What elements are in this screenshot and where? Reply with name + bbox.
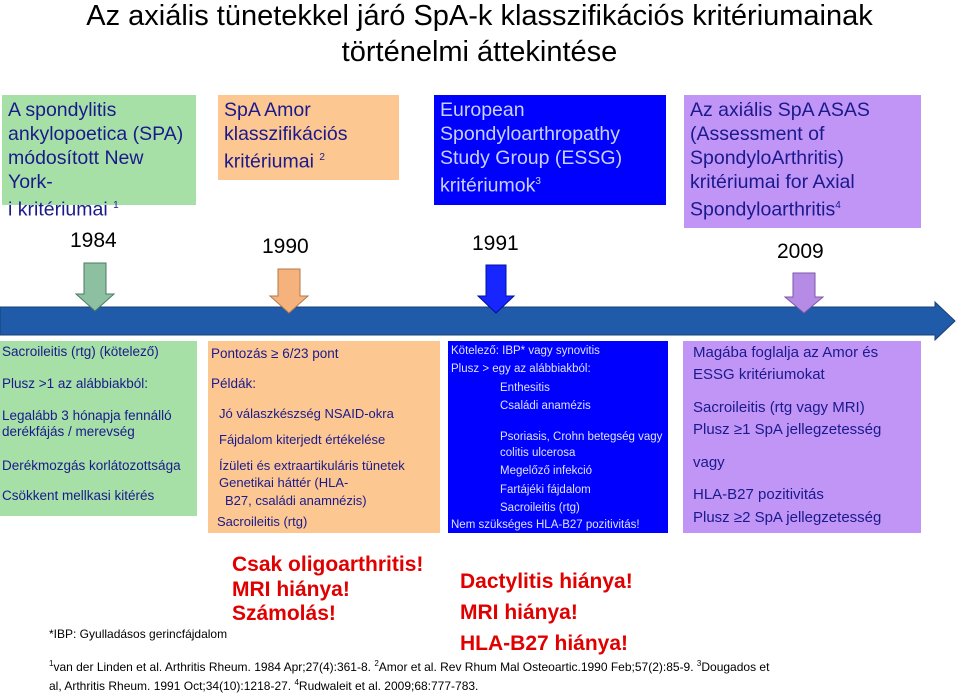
c4-item3: Sacroileitis (rtg vagy MRI): [693, 399, 865, 416]
criteria-col-asas: [683, 341, 921, 533]
c4-item1: Magába foglalja az Amor és: [693, 344, 879, 361]
ref3: Dougados et: [701, 660, 770, 674]
c3-item8: Fartájéki fájdalom: [500, 484, 591, 496]
c4-item4: Plusz ≥1 SpA jellegzetesség: [693, 421, 882, 438]
box3-line2: Spondyloarthropathy: [440, 123, 620, 145]
box4-line2: (Assessment of: [690, 123, 825, 145]
c1-item2: Plusz >1 az alábbiakból:: [2, 376, 148, 391]
c3-item10: Nem szükséges HLA-B27 pozitivitás!: [451, 519, 640, 531]
criteria-col-new-york: [0, 341, 197, 516]
c1-item4: derékfájás / merevség: [2, 424, 135, 439]
ref1: van der Linden et al. Arthritis Rheum. 1984 Apr;27(4):361-8.: [53, 660, 375, 674]
note-amor-3: Számolás!: [232, 602, 336, 625]
c4-item2: ESSG kritériumokat: [693, 366, 825, 383]
c1-item5: Derékmozgás korlátozottsága: [2, 458, 181, 473]
ref2: Amor et al. Rev Rhum Mal Osteoartic.1990 Feb;57(2):85-9.: [378, 660, 697, 674]
box2-line3: kritériumai: [224, 150, 314, 173]
c2-item3: Jó válaszkészség NSAID-okra: [219, 406, 394, 421]
c2-item7: B27, családi anamnézis): [225, 493, 367, 508]
box2-line1: SpA Amor: [224, 99, 311, 121]
ref2-sup: 2: [374, 659, 379, 668]
box3-line3: Study Group (ESSG): [440, 147, 623, 169]
page-title-line1: Az axiális tünetekkel járó SpA-k klasszifikációs kritériumainak: [86, 0, 873, 32]
ref1-sup: 1: [49, 659, 54, 668]
year-1990: 1990: [262, 235, 309, 258]
criteria-col-essg: [448, 341, 668, 533]
down-arrow-1991: [478, 265, 514, 313]
down-arrow-1990: [270, 269, 308, 313]
page-title-line2: történelmi áttekintése: [341, 36, 618, 68]
year-1991: 1991: [472, 232, 519, 255]
c1-item6: Csökkent mellkasi kitérés: [2, 488, 155, 503]
ref4: Rudwaleit et al. 2009;68:777-783.: [298, 679, 479, 693]
note-essg-1: Dactylitis hiánya!: [460, 570, 633, 593]
c3-item1: Kötelező: IBP* vagy synovitis: [451, 345, 600, 357]
box4-line1: Az axiális SpA ASAS: [690, 99, 870, 121]
c4-item5: vagy: [693, 454, 725, 471]
box3-sup: 3: [535, 176, 541, 187]
c2-item1: Pontozás ≥ 6/23 pont: [211, 346, 339, 361]
box4-sup: 4: [835, 200, 841, 211]
box1-line4: i kritériumai: [8, 198, 108, 221]
c2-item8: Sacroileitis (rtg): [217, 514, 308, 529]
box-asas-criteria: [684, 95, 921, 228]
box1-line1: A spondylitis: [8, 99, 117, 121]
c1-item1: Sacroileitis (rtg) (kötelező): [2, 344, 159, 359]
box4-line4: kritériumai for Axial: [690, 171, 855, 193]
c3-item3: Enthesitis: [500, 382, 550, 394]
box2-line2: klasszifikációs: [224, 123, 348, 145]
c2-item4: Fájdalom kiterjedt értékelése: [219, 432, 386, 447]
c4-item7: Plusz ≥2 SpA jellegzetesség: [693, 509, 882, 526]
box-new-york-criteria: [2, 95, 196, 221]
c3-item2: Plusz > egy az alábbiakból:: [451, 363, 591, 375]
down-arrow-1984: [76, 263, 114, 311]
criteria-col-amor: [208, 341, 440, 533]
note-amor-1: Csak oligoarthritis!: [232, 553, 424, 576]
ref3-cont: al, Arthritis Rheum. 1991 Oct;34(10):1218-27.: [49, 679, 295, 693]
box2-sup: 2: [319, 152, 325, 163]
c3-item6: colitis ulcerosa: [500, 447, 576, 459]
c4-item6: HLA-B27 pozitivitás: [693, 486, 824, 503]
c3-item9: Sacroileitis (rtg): [500, 502, 580, 514]
timeline-arrow: [0, 302, 955, 340]
ibp-footnote: *IBP: Gyulladásos gerincfájdalom: [49, 627, 228, 641]
box-essg-criteria: [434, 95, 666, 205]
c1-item3: Legalább 3 hónapja fennálló: [2, 408, 172, 423]
c2-item6: Genetikai háttér (HLA-: [219, 475, 349, 490]
c2-item5: Ízületi és extraartikuláris tünetek: [219, 458, 405, 473]
box1-line2: ankylopoetica (SPA): [8, 123, 184, 145]
note-essg-2: MRI hiánya!: [460, 601, 578, 624]
ref3-sup: 3: [696, 659, 702, 668]
c2-item2: Példák:: [211, 376, 257, 391]
c3-item7: Megelőző infekció: [500, 465, 593, 477]
timeline-graphic: [0, 255, 959, 345]
year-2009: 2009: [777, 240, 824, 263]
c3-item5: Psoriasis, Crohn betegség vagy: [500, 431, 663, 443]
box-amor-criteria: [218, 95, 399, 180]
box3-line4: kritériumok: [440, 174, 536, 197]
note-amor-2: MRI hiánya!: [232, 578, 350, 601]
box4-line5: Spondyloarthritis: [690, 198, 836, 221]
box3-line1: European: [440, 99, 525, 121]
c3-item4: Családi anamézis: [500, 400, 591, 412]
box1-sup: 1: [113, 200, 119, 211]
ref4-sup: 4: [294, 678, 299, 687]
year-1984: 1984: [70, 229, 117, 252]
box1-line3: módosított New York-: [8, 147, 144, 193]
references: [49, 656, 949, 694]
box4-line3: SpondyloArthritis): [690, 147, 844, 169]
note-essg-3: HLA-B27 hiánya!: [460, 632, 629, 655]
